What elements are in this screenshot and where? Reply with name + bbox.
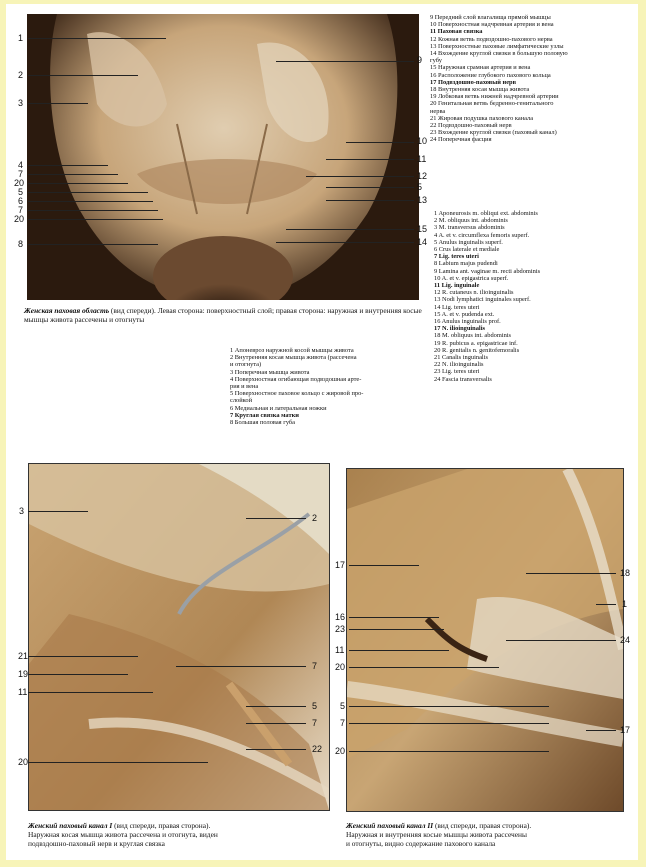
legend-entry: и отогнута): [230, 361, 262, 369]
leader-line: [28, 219, 163, 220]
atlas-page: [6, 4, 638, 860]
canal-one-photo: [28, 463, 330, 811]
legend-russian-mid: [230, 347, 363, 426]
legend-entry: 7 Lig. teres uteri: [434, 253, 479, 261]
leader-line: [506, 640, 616, 641]
legend-entry: 15 Наружная срамная артерия и вена: [430, 64, 531, 72]
legend-entry: 4 Поверхностная огибающая подвздошная арте-: [230, 375, 362, 383]
legend-entry: 22 Подвздошно-паховый нерв: [430, 122, 512, 130]
callout-label: 4: [18, 160, 24, 170]
leader-line: [349, 751, 549, 752]
leader-line: [306, 176, 414, 177]
leader-line: [276, 61, 414, 62]
leader-line: [28, 75, 138, 76]
callout-label: 22: [312, 744, 323, 754]
caption-text: Наружная косая мышца живота рассечена и отогнута, виден: [28, 829, 218, 839]
callout-label: 11: [18, 687, 28, 697]
callout-label: 3: [19, 506, 25, 516]
caption-text: и отогнуты, видно содержание пахового канала: [346, 838, 496, 848]
leader-line: [246, 723, 306, 724]
caption-text: Наружная и внутренняя косые мышцы живота рассечены: [346, 829, 527, 839]
callout-label: 1: [18, 33, 24, 43]
legend-entry: 13 Nodi lymphatici inguinales superf.: [434, 296, 531, 304]
legend-entry: 17 N. ilioinguinalis: [434, 325, 485, 333]
callout-label: 20: [335, 662, 346, 672]
legend-entry: 19 Лобковая ветвь нижней надчревной артерии: [430, 93, 559, 101]
leader-line: [246, 749, 306, 750]
callout-label: 20: [14, 178, 25, 188]
legend-entry: 16 Расположение глубокого пахового кольца: [430, 71, 551, 79]
legend-entry: 5 Поверхностное паховое кольцо с жировой про-: [230, 390, 364, 398]
legend-entry: 12 Кожная ветвь подвздошно-пахового нерва: [430, 35, 553, 43]
callout-label: 5: [340, 701, 346, 711]
callout-label: 24: [620, 635, 631, 645]
callout-label: 1: [622, 599, 628, 609]
legend-entry: 23 Вхождение круглой связки (паховый канал): [430, 129, 557, 137]
leader-line: [349, 629, 444, 630]
legend-entry: 3 M. transversus abdominis: [434, 224, 505, 232]
caption-text: подвздошно-паховый нерв и круглая связка: [28, 838, 165, 848]
legend-entry: 2 M. obliquus int. abdominis: [434, 217, 508, 225]
legend-entry: 3 Поперечная мышца живота: [230, 368, 310, 376]
caption-title: Женский паховый канал II: [346, 821, 434, 830]
legend-entry: 17 Подвздошно-паховый нерв: [430, 78, 517, 86]
legend-entry: 20 Генитальная ветвь бедренно-генитального: [430, 100, 554, 108]
callout-label: 18: [620, 568, 631, 578]
callout-label: 8: [18, 239, 24, 249]
leader-line: [28, 103, 88, 104]
leader-line: [28, 210, 158, 211]
legend-entry: 1 Апоневроз наружной косой мышцы живота: [230, 347, 354, 354]
leader-line: [349, 565, 419, 566]
legend-entry: 15 A. et v. pudenda ext.: [434, 310, 495, 318]
legend-entry: 7 Круглая связка матки: [230, 411, 299, 419]
callout-label: 10: [417, 136, 428, 146]
leader-line: [28, 174, 118, 175]
leader-line: [286, 229, 414, 230]
leader-line: [176, 666, 306, 667]
legend-entry: 8 Labium majus pudendi: [434, 260, 498, 268]
legend-entry: 24 Поперечная фасция: [430, 136, 492, 144]
leader-line: [276, 242, 414, 243]
callout-label: 13: [417, 195, 428, 205]
legend-entry: слойкой: [230, 397, 253, 405]
legend-entry: 22 N. ilioinguinalis: [434, 361, 484, 369]
legend-entry: 16 Anulus inguinalis prof.: [434, 318, 501, 326]
legend-entry: 2 Внутренняя косая мышца живота (рассечена: [230, 354, 357, 362]
caption-title: Женская паховая область: [24, 306, 110, 315]
leader-line: [28, 511, 88, 512]
callout-label: 20: [335, 746, 346, 756]
callout-label: 7: [18, 169, 24, 179]
callout-label: 14: [417, 237, 428, 247]
legend-entry: 1 Aponeurosis m. obliqui ext. abdominis: [434, 210, 538, 217]
leader-line: [28, 165, 108, 166]
legend-russian-top: [430, 14, 568, 144]
legend-entry: 12 R. cutaneus n. ilioinguinalis: [434, 289, 514, 297]
canal-one-caption: [28, 822, 328, 848]
caption-title: Женский паховый канал I: [28, 821, 113, 830]
legend-entry: губу: [430, 57, 442, 65]
legend-entry: 10 Поверхностная надчревная артерия и вена: [430, 21, 554, 29]
top-anatomy-photo: [27, 14, 419, 300]
legend-entry: 11 Lig. inguinale: [434, 282, 480, 290]
leader-line: [28, 201, 153, 202]
leader-line: [28, 692, 153, 693]
callout-label: 7: [18, 205, 24, 215]
legend-entry: 18 Внутренняя косая мышца живота: [430, 86, 530, 94]
leader-line: [326, 159, 414, 160]
caption-text: (вид спереди, правая сторона).: [433, 821, 532, 830]
legend-entry: 9 Передний слой влагалища прямой мышцы: [430, 14, 551, 21]
callout-label: 9: [417, 55, 423, 65]
legend-entry: 24 Fascia transversalis: [434, 375, 492, 383]
callout-label: 2: [18, 70, 24, 80]
leader-line: [28, 183, 128, 184]
leader-line: [596, 604, 616, 605]
legend-latin: [434, 210, 540, 383]
callout-label: 6: [18, 196, 24, 206]
legend-entry: 21 Жировая подушка пахового канала: [430, 114, 534, 122]
callout-label: 7: [340, 718, 346, 728]
leader-line: [246, 706, 306, 707]
leader-line: [28, 656, 138, 657]
leader-line: [28, 192, 148, 193]
legend-entry: 6 Медиальная и латеральная ножки: [230, 404, 327, 412]
legend-entry: 4 A. et v. circumflexa femoris superf.: [434, 231, 530, 239]
callout-label: 12: [417, 171, 428, 181]
leader-line: [349, 667, 499, 668]
callout-label: 3: [18, 98, 24, 108]
leader-line: [28, 674, 128, 675]
callout-label: 7: [312, 718, 318, 728]
legend-entry: 10 A. et v. epigastrica superf.: [434, 274, 509, 282]
callout-label: 17: [335, 560, 346, 570]
legend-entry: 19 R. pubicus a. epigastricae inf.: [434, 339, 518, 347]
leader-line: [526, 573, 616, 574]
leader-line: [28, 762, 208, 763]
leader-line: [28, 38, 166, 39]
callout-label: 20: [18, 757, 29, 767]
callout-label: 11: [417, 154, 427, 164]
callout-label: 5: [18, 187, 24, 197]
leader-line: [349, 723, 549, 724]
legend-entry: 5 Anulus inguinalis superf.: [434, 238, 503, 246]
canal-two-caption: [346, 822, 626, 848]
callout-label: 5: [312, 701, 318, 711]
callout-label: 16: [335, 612, 346, 622]
leader-line: [586, 730, 616, 731]
leader-line: [326, 187, 414, 188]
callout-label: 20: [14, 214, 25, 224]
leader-line: [246, 518, 306, 519]
legend-entry: нерва: [430, 107, 446, 115]
caption-text: (вид спереди, правая сторона).: [112, 821, 211, 830]
leader-line: [349, 617, 439, 618]
legend-entry: 21 Canalis inguinalis: [434, 354, 488, 362]
legend-entry: 14 Lig. teres uteri: [434, 303, 480, 311]
legend-entry: 11 Паховая связка: [430, 28, 483, 36]
legend-entry: 18 M. obliquus int. abdominis: [434, 332, 512, 340]
callout-label: 23: [335, 624, 346, 634]
legend-entry: 23 Lig. teres uteri: [434, 368, 480, 376]
legend-entry: 8 Большая половая губа: [230, 419, 296, 427]
callout-label: 17: [620, 725, 631, 735]
legend-entry: 6 Crus laterale et mediale: [434, 246, 500, 254]
leader-line: [346, 142, 414, 143]
callout-label: 21: [18, 651, 29, 661]
legend-entry: 14 Вхождение круглой связки в большую половую: [430, 50, 568, 58]
leader-line: [326, 200, 414, 201]
legend-entry: рия и вена: [230, 383, 259, 391]
leader-line: [349, 706, 549, 707]
leader-line: [349, 650, 449, 651]
callout-label: 11: [335, 645, 345, 655]
callout-label: 7: [312, 661, 318, 671]
callout-label: 5: [417, 182, 423, 192]
legend-entry: 9 Lamina ant. vaginae m. recti abdominis: [434, 267, 541, 275]
callout-label: 15: [417, 224, 428, 234]
inguinal-region-image: [27, 14, 419, 300]
top-figure-caption: [24, 307, 424, 325]
callout-label: 19: [18, 669, 29, 679]
caption-text: (вид спереди). Левая сторона: поверхностный слой; правая сторона: наружная и внутренняя косые мышцы живота рассечены и отогнуты: [24, 306, 422, 324]
legend-entry: 20 R. genitalis n. genitofemoralis: [434, 346, 520, 354]
canal-one-image: [29, 464, 329, 810]
legend-entry: 13 Поверхностные паховые лимфатические узлы: [430, 42, 564, 50]
leader-line: [28, 244, 158, 245]
callout-label: 2: [312, 513, 318, 523]
